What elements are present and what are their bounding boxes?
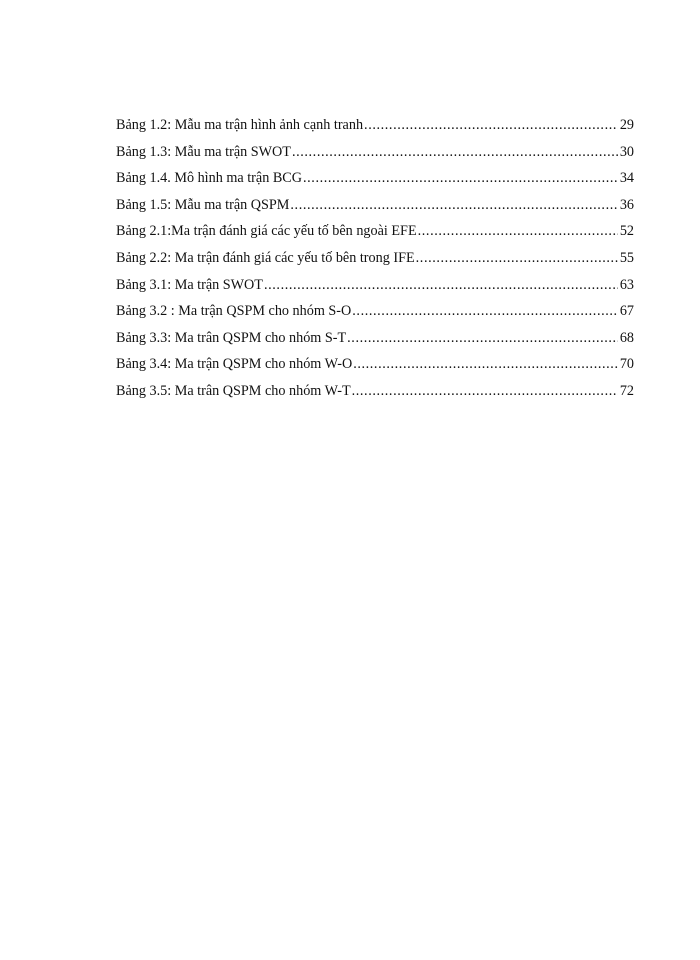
toc-entry[interactable]	[116, 165, 634, 192]
dot-leader	[353, 351, 618, 378]
toc-entry[interactable]	[116, 245, 634, 272]
toc-entry-page: 36	[619, 196, 634, 213]
toc-entry-title: Bảng 1.2: Mẫu ma trận hình ảnh cạnh tranh	[116, 117, 364, 133]
dot-leader	[264, 272, 618, 299]
dot-leader	[303, 165, 618, 192]
toc-entry-title: Bảng 3.1: Ma trận SWOT	[116, 276, 263, 293]
toc-entry[interactable]	[116, 298, 634, 325]
toc-entry-title: Bảng 1.3: Mẫu ma trận SWOT	[116, 143, 291, 160]
toc-entry[interactable]	[116, 325, 634, 352]
toc-entry-page: 30	[619, 143, 634, 160]
dot-leader	[364, 112, 618, 139]
toc-entry-title: Bảng 2.1:Ma trận đánh giá các yếu tố bên ngoài EFE	[116, 223, 417, 240]
dot-leader	[292, 139, 618, 166]
toc-entry[interactable]	[116, 351, 634, 378]
toc-entry-page: 67	[619, 303, 634, 320]
toc-entry-page: 63	[619, 276, 634, 293]
toc-entry-title: Bảng 3.3: Ma trân QSPM cho nhóm S-T	[116, 329, 347, 346]
toc-entry-page: 52	[619, 223, 634, 240]
toc-entry-page: 29	[619, 117, 634, 133]
dot-leader	[352, 378, 618, 405]
toc-entry-page: 72	[619, 382, 634, 399]
toc-entry-page: 55	[619, 249, 634, 266]
toc-entry-page: 34	[619, 170, 634, 187]
dot-leader	[352, 298, 618, 325]
toc-entry[interactable]	[116, 192, 634, 219]
toc-entry-title: Bảng 2.2: Ma trận đánh giá các yếu tố bên trong IFE	[116, 249, 415, 266]
toc-entry-title: Bảng 3.4: Ma trận QSPM cho nhóm W-O	[116, 356, 353, 373]
toc-entry-title: Bảng 1.4. Mô hình ma trận BCG	[116, 170, 303, 187]
dot-leader	[416, 245, 618, 272]
dot-leader	[290, 192, 617, 219]
dot-leader	[418, 218, 618, 245]
dot-leader	[347, 325, 618, 352]
toc-entry-page: 70	[619, 356, 634, 373]
toc-entry-title: Bảng 3.2 : Ma trận QSPM cho nhóm S-O	[116, 303, 352, 320]
toc-entry-title: Bảng 3.5: Ma trân QSPM cho nhóm W-T	[116, 382, 351, 399]
toc-entry-page: 68	[619, 329, 634, 346]
toc-entry[interactable]	[116, 272, 634, 299]
table-of-tables	[116, 112, 634, 405]
toc-entry-title: Bảng 1.5: Mẫu ma trận QSPM	[116, 196, 290, 213]
toc-entry[interactable]	[116, 112, 634, 139]
toc-entry[interactable]	[116, 139, 634, 166]
toc-entry[interactable]	[116, 378, 634, 405]
toc-entry[interactable]	[116, 218, 634, 245]
